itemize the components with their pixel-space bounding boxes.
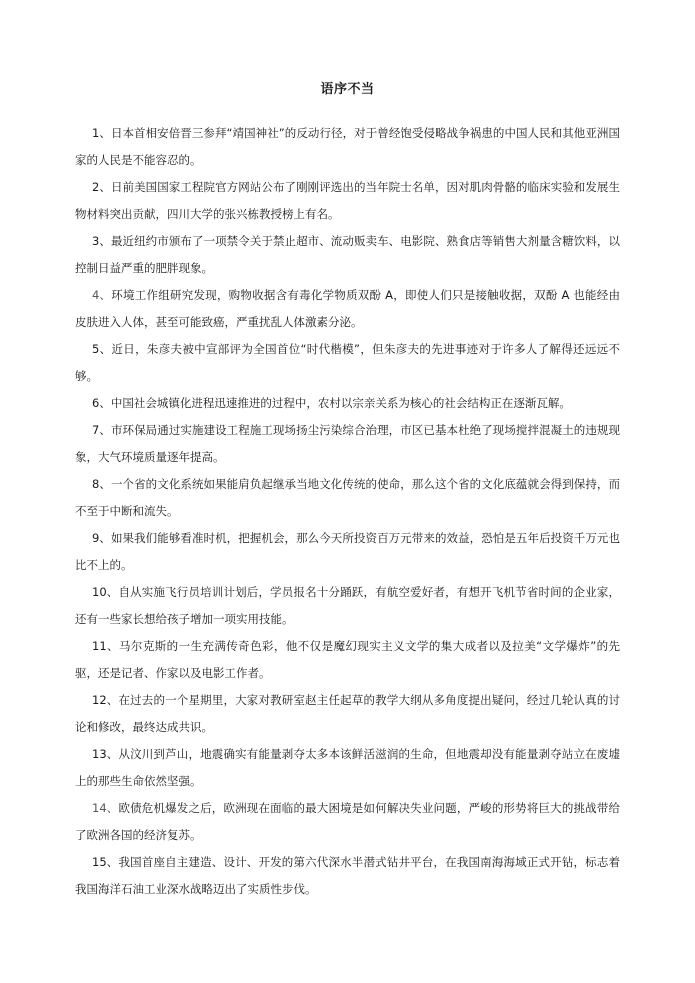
item-number: 13、 xyxy=(92,747,119,761)
item-text: 自从实施飞行员培训计划后，学员报名十分踊跃，有航空爱好者，有想开飞机节省时间的企业家，还有一些家长想给孩子增加一项实用技能。 xyxy=(75,585,620,626)
list-item xyxy=(75,633,620,687)
item-text: 最近纽约市颁布了一项禁令关于禁止超市、流动贩卖车、电影院、熟食店等销售大剂量含糖饮料，以控制日益严重的肥胖现象。 xyxy=(75,234,620,275)
item-text: 在过去的一个星期里，大家对教研室赵主任起草的教学大纲从多角度提出疑问，经过几轮认真的讨论和修改，最终达成共识。 xyxy=(75,693,620,734)
item-text: 日前美国国家工程院官方网站公布了刚刚评选出的当年院士名单，因对肌肉骨骼的临床实验和发展生物材料突出贡献，四川大学的张兴栋教授榜上有名。 xyxy=(75,180,620,221)
list-item xyxy=(75,417,620,471)
list-item xyxy=(75,741,620,795)
item-number: 2、 xyxy=(92,180,111,194)
item-number: 4、 xyxy=(92,288,112,302)
item-number: 5、 xyxy=(92,342,112,356)
list-item xyxy=(75,849,620,903)
list-item xyxy=(75,336,620,390)
item-text: 马尔克斯的一生充满传奇色彩，他不仅是魔幻现实主义文学的集大成者以及拉美“文学爆炸”的先驱，还是记者、作家以及电影工作者。 xyxy=(75,639,620,680)
list-item xyxy=(75,471,620,525)
item-number: 10、 xyxy=(92,585,119,599)
list-item xyxy=(75,579,620,633)
item-number: 7、 xyxy=(92,423,111,437)
item-text: 日本首相安倍晋三参拜“靖国神社”的反动行径，对于曾经饱受侵略战争祸患的中国人民和其他亚洲国家的人民是不能容忍的。 xyxy=(75,126,620,167)
page-title: 语序不当 xyxy=(320,82,375,97)
item-text: 一个省的文化系统如果能肩负起继承当地文化传统的使命，那么这个省的文化底蕴就会得到保持，而不至于中断和流失。 xyxy=(75,477,620,518)
item-text: 我国首座自主建造、设计、开发的第六代深水半潜式钻井平台，在我国南海海域正式开钻，标志着我国海洋石油工业深水战略迈出了实质性步伐。 xyxy=(75,855,620,896)
list-item xyxy=(75,390,620,417)
item-text: 欧债危机爆发之后，欧洲现在面临的最大困境是如何解决失业问题，严峻的形势将巨大的挑战带给了欧洲各国的经济复苏。 xyxy=(75,801,620,842)
item-text: 市环保局通过实施建设工程施工现场扬尘污染综合治理，市区已基本杜绝了现场搅拌混凝土的违规现象，大气环境质量逐年提高。 xyxy=(75,423,620,464)
item-text: 如果我们能够看准时机，把握机会，那么今天所投资百万元带来的效益，恐怕是五年后投资千万元也比不上的。 xyxy=(75,531,620,572)
list-item xyxy=(75,120,620,174)
list-item xyxy=(75,282,620,336)
item-text: 中国社会城镇化进程迅速推进的过程中，农村以宗亲关系为核心的社会结构正在逐渐瓦解。 xyxy=(110,396,571,410)
list-item xyxy=(75,228,620,282)
list-item xyxy=(75,687,620,741)
item-list xyxy=(75,120,620,903)
item-number: 6、 xyxy=(92,396,111,410)
item-number: 14、 xyxy=(92,801,119,815)
item-number: 1、 xyxy=(92,126,111,140)
item-number: 3、 xyxy=(92,234,111,248)
item-number: 9、 xyxy=(92,531,111,545)
item-number: 8、 xyxy=(92,477,111,491)
list-item xyxy=(75,174,620,228)
item-number: 12、 xyxy=(92,693,119,707)
item-text: 从汶川到芦山，地震确实有能量剥夺太多本该鲜活滋润的生命，但地震却没有能量剥夺站立在废墟上的那些生命依然坚强。 xyxy=(75,747,620,788)
item-number: 11、 xyxy=(92,639,119,653)
item-number: 15、 xyxy=(92,855,119,869)
list-item xyxy=(75,525,620,579)
item-text: 环境工作组研究发现，购物收据含有毒化学物质双酚 A，即使人们只是接触收据，双酚 A 也能经由皮肤进入人体，甚至可能致癌，严重扰乱人体激素分泌。 xyxy=(75,288,620,329)
item-text: 近日，朱彦夫被中宣部评为全国首位“时代楷模”，但朱彦夫的先进事迹对于许多人了解得还远远不够。 xyxy=(75,342,620,383)
list-item xyxy=(75,795,620,849)
